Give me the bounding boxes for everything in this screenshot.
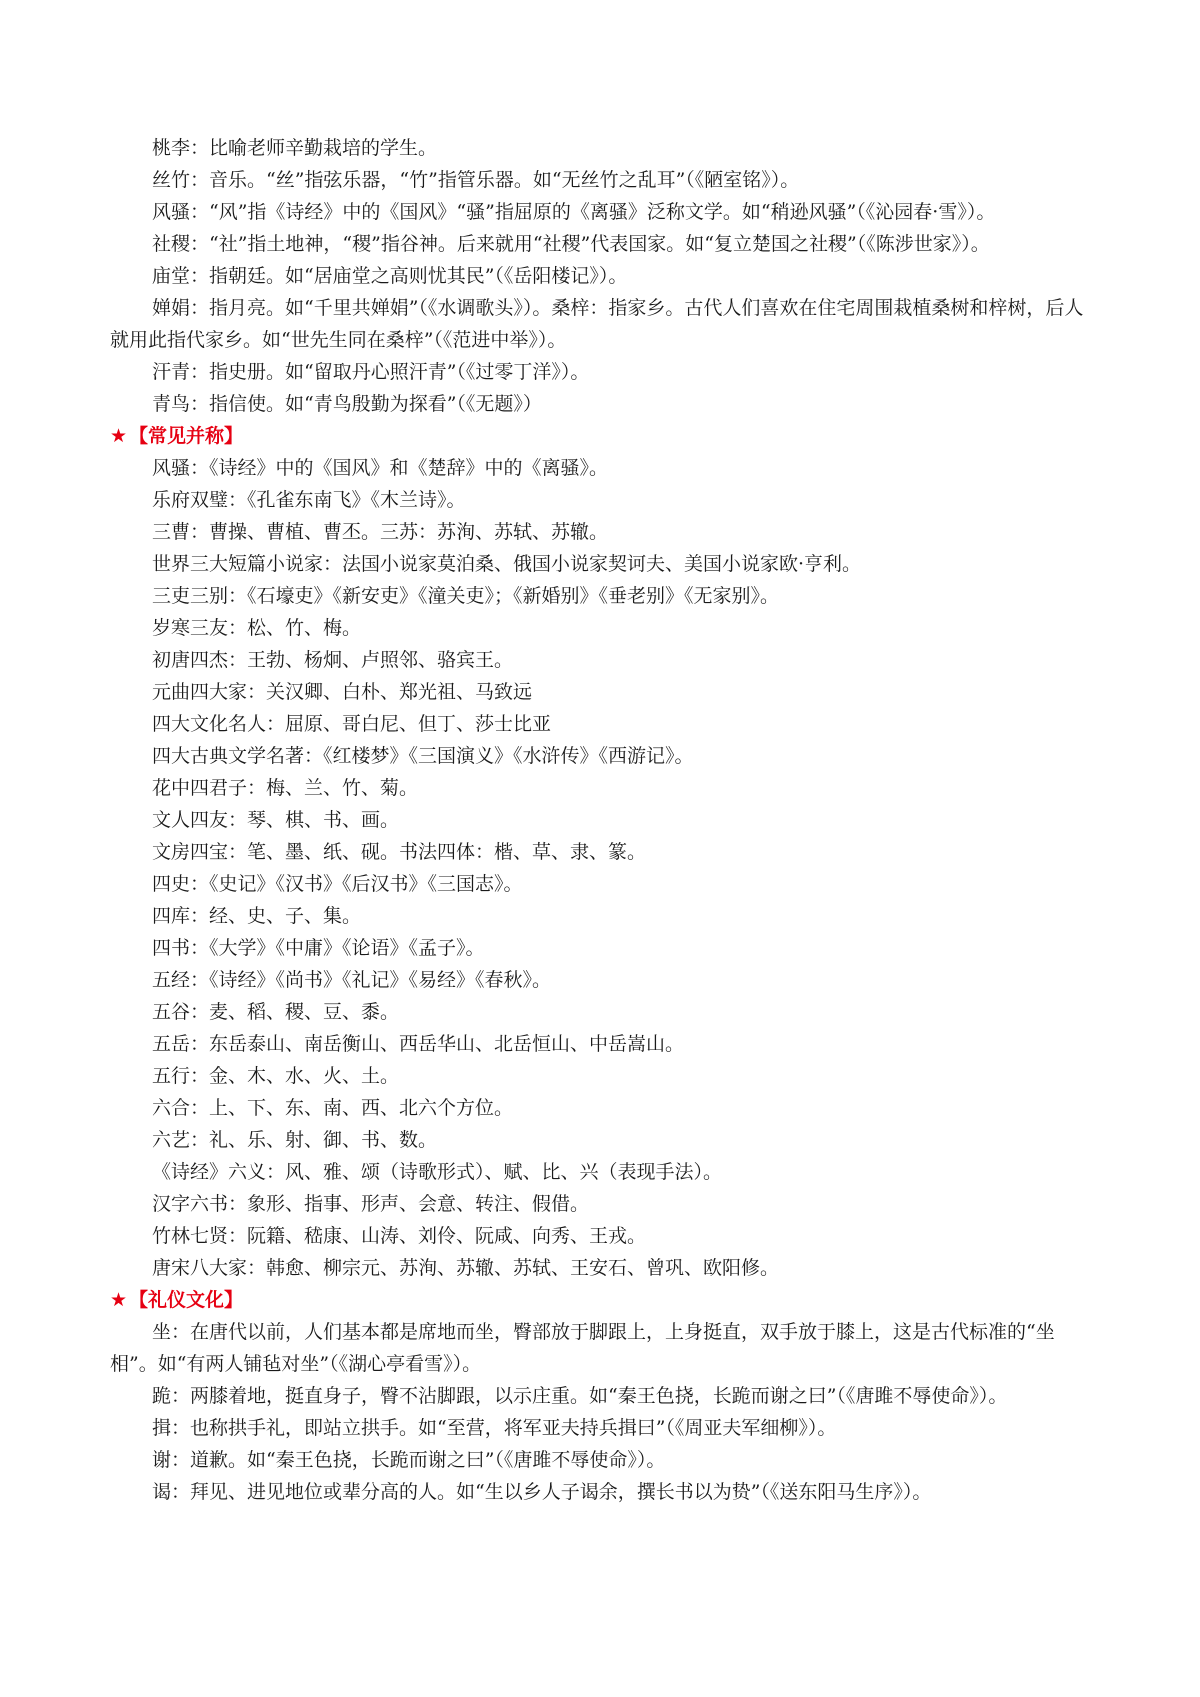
text-line: 三吏三别：《石壕吏》《新安吏》《潼关吏》；《新婚别》《垂老别》《无家别》。 xyxy=(152,585,780,607)
text-line: 文人四友：琴、棋、书、画。 xyxy=(152,809,400,831)
text-line: 世界三大短篇小说家：法国小说家莫泊桑、俄国小说家契诃夫、美国小说家欧·亨利。 xyxy=(152,553,862,575)
text-line: 丝竹：音乐。“丝”指弦乐器，“竹”指管乐器。如“无丝竹之乱耳”（《陋室铭》）。 xyxy=(152,169,800,191)
star-icon: ★ xyxy=(110,425,128,447)
text-line: 竹林七贤：阮籍、嵇康、山涛、刘伶、阮咸、向秀、王戎。 xyxy=(152,1225,647,1247)
text-line: 谢：道歉。如“秦王色挠，长跪而谢之曰”（《唐雎不辱使命》）。 xyxy=(152,1449,666,1471)
text-line: 岁寒三友：松、竹、梅。 xyxy=(152,617,362,639)
text-line: 汗青：指史册。如“留取丹心照汗青”（《过零丁洋》）。 xyxy=(152,361,590,383)
text-line: 揖：也称拱手礼，即站立拱手。如“至营，将军亚夫持兵揖曰”（《周亚夫军细柳》）。 xyxy=(152,1417,837,1439)
text-line: 风骚：“风”指《诗经》中的《国风》“骚”指屈原的《离骚》泛称文学。如“稍逊风骚”（《沁园春·雪》）。 xyxy=(152,201,996,223)
text-line: 风骚：《诗经》中的《国风》和《楚辞》中的《离骚》。 xyxy=(152,457,609,479)
text-line: 五行：金、木、水、火、土。 xyxy=(152,1065,400,1087)
text-line: 六艺：礼、乐、射、御、书、数。 xyxy=(152,1129,438,1151)
text-line: 《诗经》六义：风、雅、颂（诗歌形式）、赋、比、兴（表现手法）。 xyxy=(152,1161,723,1183)
text-line: 婵娟：指月亮。如“千里共婵娟”（《水调歌头》）。桑梓：指家乡。古代人们喜欢在住宅周围栽植桑树和梓树，后人就用此指代家乡。如“世先生同在桑梓”（《范进中举》）。 xyxy=(110,297,1084,351)
text-line: 初唐四杰：王勃、杨炯、卢照邻、骆宾王。 xyxy=(152,649,514,671)
text-line: 坐：在唐代以前，人们基本都是席地而坐，臀部放于脚跟上，上身挺直，双手放于膝上，这是古代标准的“坐相”。如“有两人铺毡对坐”（《湖心亭看雪》）。 xyxy=(110,1321,1055,1375)
section-allusions xyxy=(110,132,1100,420)
text-line: 五谷：麦、稻、稷、豆、黍。 xyxy=(152,1001,400,1023)
text-line: 五岳：东岳泰山、南岳衡山、西岳华山、北岳恒山、中岳嵩山。 xyxy=(152,1033,685,1055)
text-line: 四大文化名人：屈原、哥白尼、但丁、莎士比亚 xyxy=(152,713,552,735)
text-line: 四大古典文学名著：《红楼梦》《三国演义》《水浒传》《西游记》。 xyxy=(152,745,694,767)
text-line: 文房四宝：笔、墨、纸、砚。书法四体：楷、草、隶、篆。 xyxy=(152,841,647,863)
text-line: 汉字六书：象形、指事、形声、会意、转注、假借。 xyxy=(152,1193,590,1215)
section-heading xyxy=(110,420,1100,452)
text-line: 跪：两膝着地，挺直身子，臀不沾脚跟，以示庄重。如“秦王色挠，长跪而谢之曰”（《唐雎不辱使命》）。 xyxy=(152,1385,1008,1407)
text-line: 唐宋八大家：韩愈、柳宗元、苏洵、苏辙、苏轼、王安石、曾巩、欧阳修。 xyxy=(152,1257,780,1279)
text-line: 桃李：比喻老师辛勤栽培的学生。 xyxy=(152,137,438,159)
star-icon: ★ xyxy=(110,1289,128,1311)
document-body xyxy=(110,132,1100,1508)
section-heading xyxy=(110,1284,1100,1316)
text-line: 四书：《大学》《中庸》《论语》《孟子》。 xyxy=(152,937,485,959)
heading-text: 【礼仪文化】 xyxy=(129,1289,244,1311)
text-line: 庙堂：指朝廷。如“居庙堂之高则忧其民”（《岳阳楼记》）。 xyxy=(152,265,628,287)
text-line: 花中四君子：梅、兰、竹、菊。 xyxy=(152,777,419,799)
text-line: 谒：拜见、进见地位或辈分高的人。如“生以乡人子谒余，撰长书以为贽”（《送东阳马生序》）。 xyxy=(152,1481,932,1503)
text-line: 四库：经、史、子、集。 xyxy=(152,905,362,927)
text-line: 青鸟：指信使。如“青鸟殷勤为探看”（《无题》） xyxy=(152,393,542,415)
text-line: 四史：《史记》《汉书》《后汉书》《三国志》。 xyxy=(152,873,523,895)
text-line: 元曲四大家：关汉卿、白朴、郑光祖、马致远 xyxy=(152,681,533,703)
text-line: 三曹：曹操、曹植、曹丕。三苏：苏洵、苏轼、苏辙。 xyxy=(152,521,609,543)
text-line: 社稷：“社”指土地神，“稷”指谷神。后来就用“社稷”代表国家。如“复立楚国之社稷”（《陈涉世家》）。 xyxy=(152,233,990,255)
text-line: 五经：《诗经》《尚书》《礼记》《易经》《春秋》。 xyxy=(152,969,552,991)
section-common-combined-names xyxy=(110,420,1100,1284)
heading-text: 【常见并称】 xyxy=(129,425,244,447)
text-line: 六合：上、下、东、南、西、北六个方位。 xyxy=(152,1097,514,1119)
text-line: 乐府双璧：《孔雀东南飞》《木兰诗》。 xyxy=(152,489,466,511)
section-etiquette-culture xyxy=(110,1284,1100,1508)
